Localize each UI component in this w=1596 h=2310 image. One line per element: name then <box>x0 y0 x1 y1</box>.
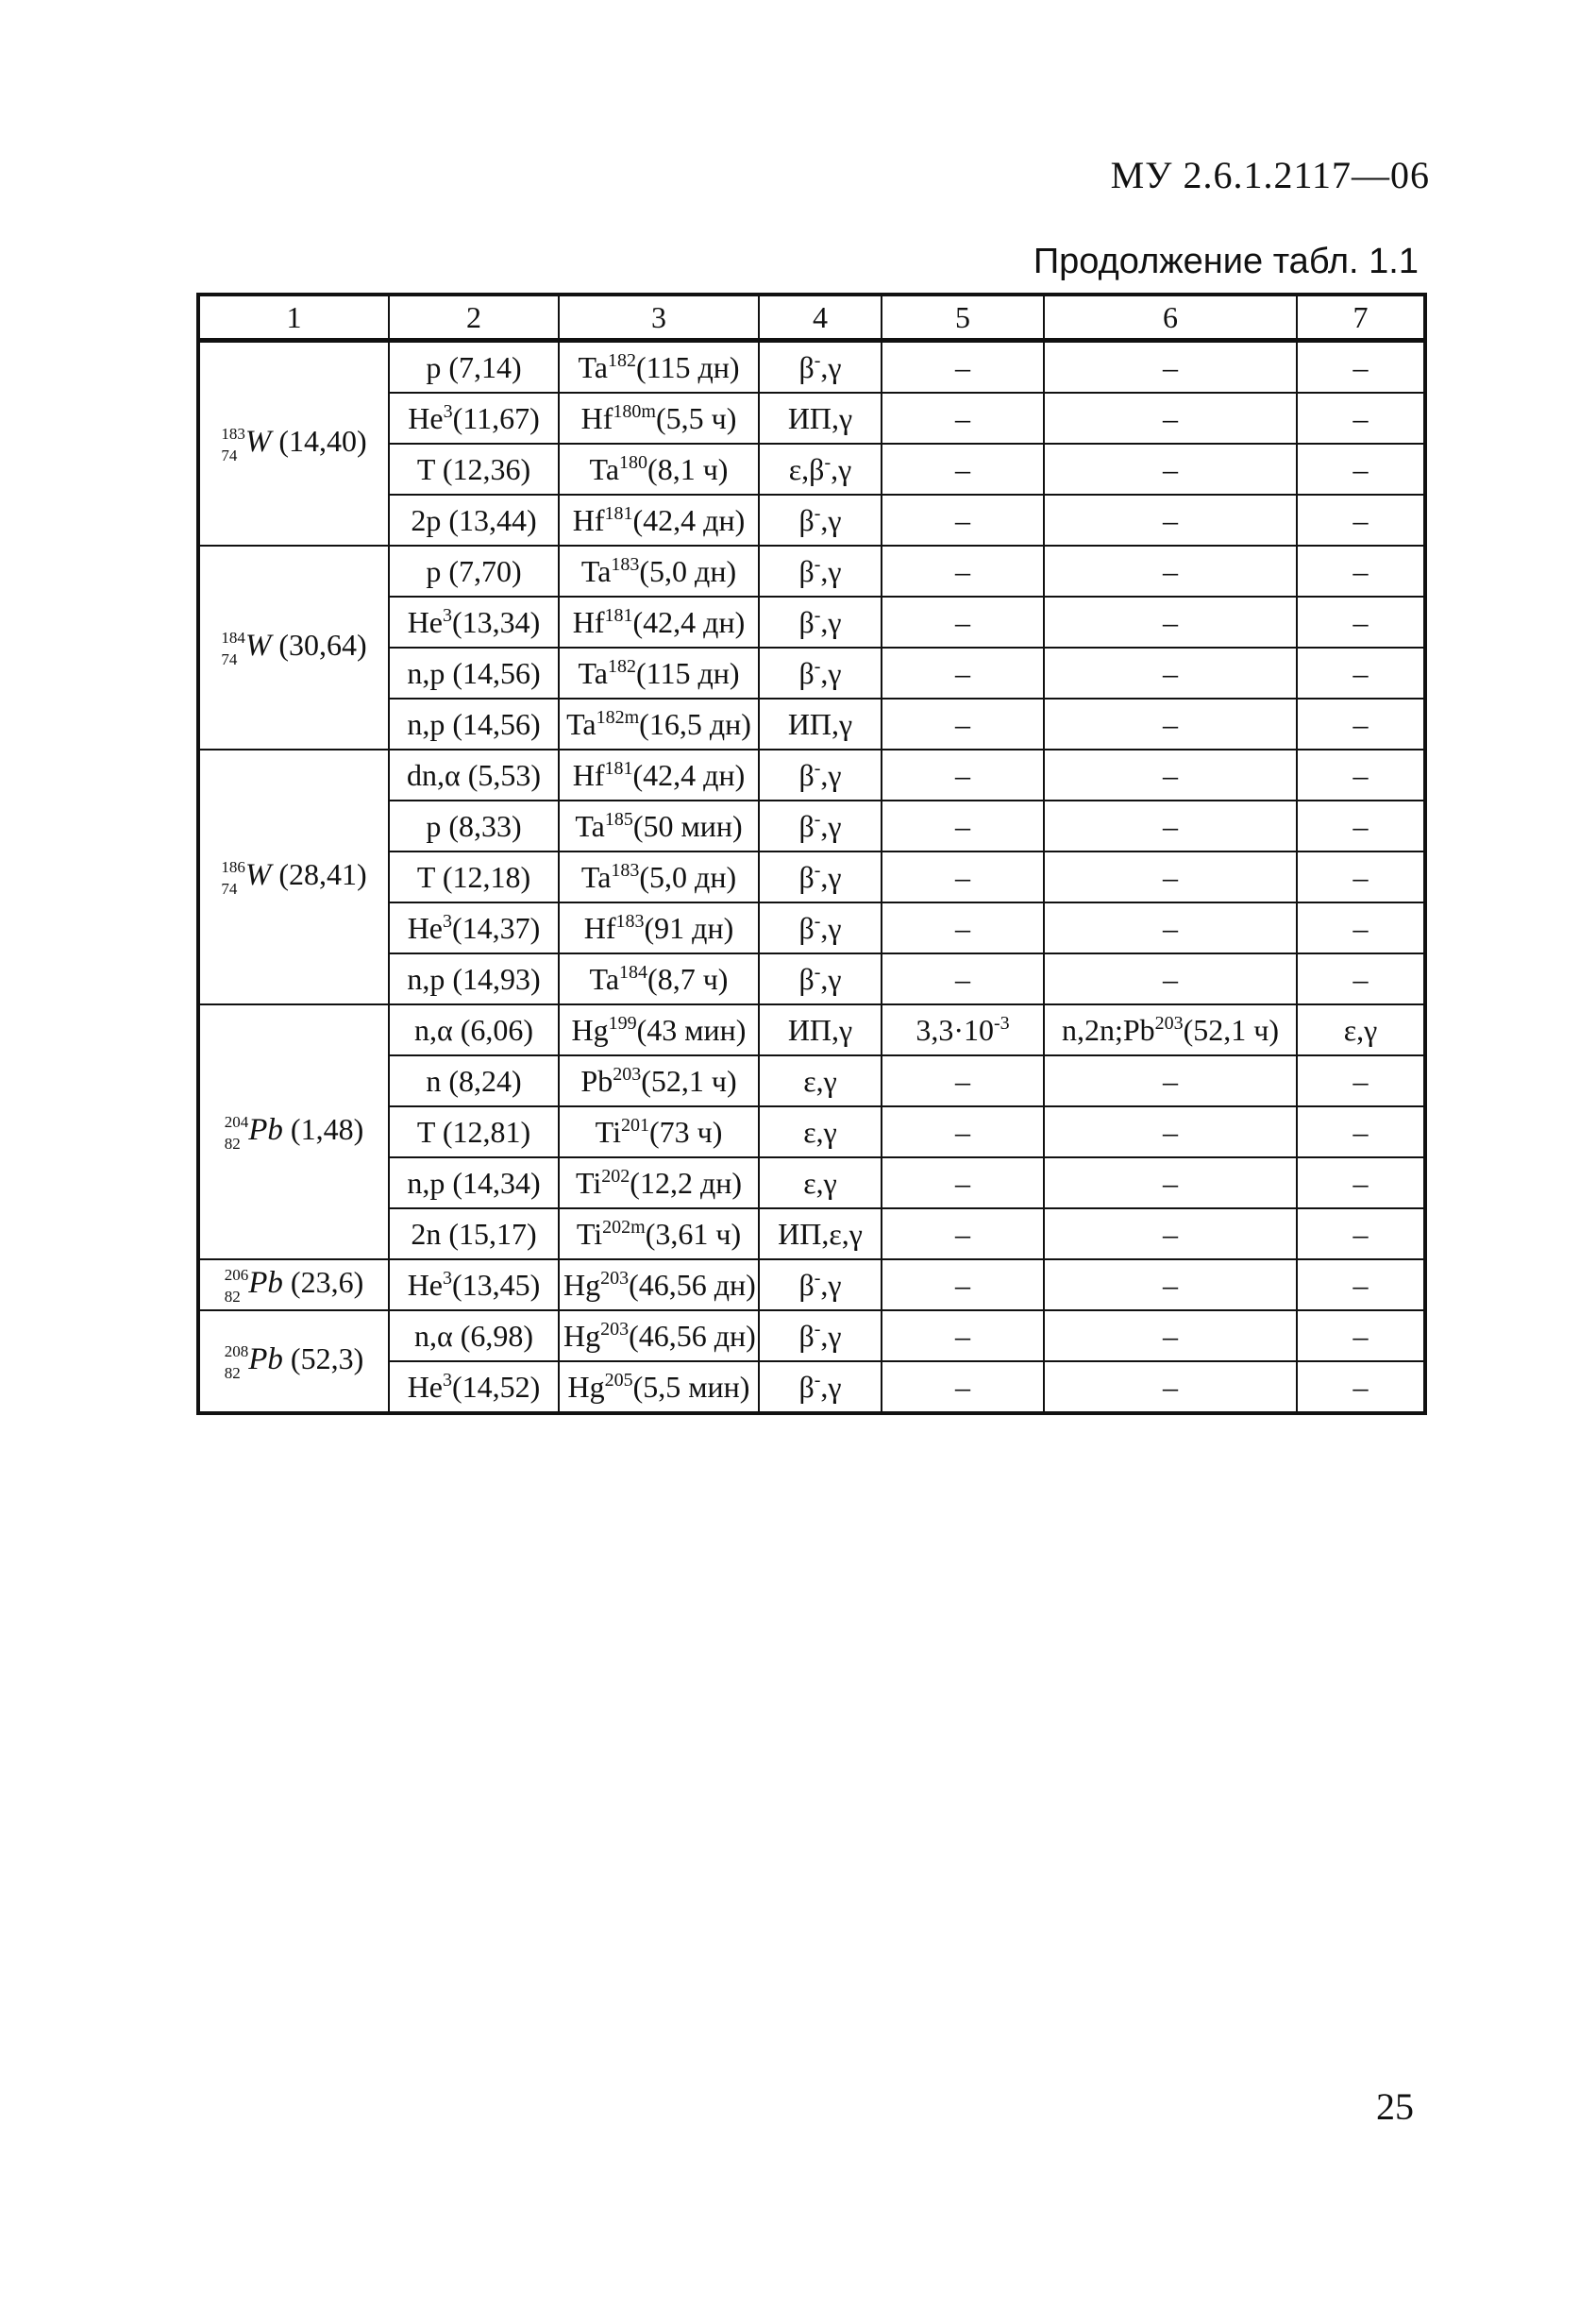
column5-cell: – <box>882 1157 1044 1208</box>
reaction-cell: He$^3$(11,67) <box>389 393 559 444</box>
column7-cell: – <box>1297 1310 1425 1361</box>
reaction-cell: He$^3$(13,45) <box>389 1259 559 1310</box>
column5-cell: – <box>882 750 1044 801</box>
column7-cell: – <box>1297 851 1425 902</box>
product-cell: Hf$^{181}$(42,4 дн) <box>559 495 759 546</box>
table-row <box>198 1004 1425 1055</box>
column6-cell: – <box>1044 597 1297 648</box>
product-cell: Pb$^{203}$(52,1 ч) <box>559 1055 759 1106</box>
isotope-cell: 186 74 W (28,41) <box>198 750 389 1004</box>
table-continuation-label: Продолжение табл. 1.1 <box>1033 242 1419 281</box>
reaction-cell: n,p (14,56) <box>389 699 559 750</box>
column5-cell: – <box>882 648 1044 699</box>
reaction-cell: n,α (6,06) <box>389 1004 559 1055</box>
decay-type-cell: β-,γ <box>759 648 882 699</box>
decay-type-cell: ИП,ε,γ <box>759 1208 882 1259</box>
table-body <box>198 341 1425 1414</box>
column5-cell: – <box>882 1055 1044 1106</box>
decay-type-cell: β-,γ <box>759 902 882 953</box>
column5-cell: – <box>882 953 1044 1004</box>
column7-cell: – <box>1297 546 1425 597</box>
column6-cell: – <box>1044 902 1297 953</box>
reaction-cell: dn,α (5,53) <box>389 750 559 801</box>
column-header: 2 <box>389 295 559 341</box>
product-cell: Ti$^{202}$(12,2 дн) <box>559 1157 759 1208</box>
isotope-reaction-table <box>196 293 1427 1415</box>
column5-cell: – <box>882 1259 1044 1310</box>
isotope-cell: 204 82 Pb (1,48) <box>198 1004 389 1259</box>
decay-type-cell: ИП,γ <box>759 393 882 444</box>
column-header: 7 <box>1297 295 1425 341</box>
product-cell: Ti$^{201}$(73 ч) <box>559 1106 759 1157</box>
product-cell: Hg$^{203}$(46,56 дн) <box>559 1310 759 1361</box>
column7-cell: – <box>1297 341 1425 394</box>
reaction-cell: p (7,14) <box>389 341 559 394</box>
decay-type-cell: β-,γ <box>759 597 882 648</box>
column5-cell: – <box>882 597 1044 648</box>
column6-cell: – <box>1044 444 1297 495</box>
column7-cell: – <box>1297 597 1425 648</box>
column7-cell: – <box>1297 699 1425 750</box>
reaction-cell: 2n (15,17) <box>389 1208 559 1259</box>
decay-type-cell: ε,γ <box>759 1055 882 1106</box>
product-cell: Ta$^{182}$(115 дн) <box>559 341 759 394</box>
column7-cell: – <box>1297 1361 1425 1413</box>
product-cell: Hf$^{181}$(42,4 дн) <box>559 750 759 801</box>
reaction-cell: 2p (13,44) <box>389 495 559 546</box>
decay-type-cell: β-,γ <box>759 750 882 801</box>
column7-cell: – <box>1297 1055 1425 1106</box>
column5-cell: – <box>882 902 1044 953</box>
column5-cell: – <box>882 1208 1044 1259</box>
table-row <box>198 750 1425 801</box>
column5-cell: – <box>882 341 1044 394</box>
column7-cell: – <box>1297 750 1425 801</box>
decay-type-cell: β-,γ <box>759 953 882 1004</box>
reaction-cell: He$^3$(14,37) <box>389 902 559 953</box>
product-cell: Hf$^{181}$(42,4 дн) <box>559 597 759 648</box>
reaction-cell: n (8,24) <box>389 1055 559 1106</box>
column5-cell: – <box>882 699 1044 750</box>
product-cell: Hg$^{199}$(43 мин) <box>559 1004 759 1055</box>
column6-cell: – <box>1044 1259 1297 1310</box>
decay-type-cell: β-,γ <box>759 1259 882 1310</box>
table-row <box>198 546 1425 597</box>
document-code: МУ 2.6.1.2117—06 <box>1110 154 1430 196</box>
product-cell: Ta$^{185}$(50 мин) <box>559 801 759 851</box>
column6-cell: – <box>1044 750 1297 801</box>
column6-cell: – <box>1044 1310 1297 1361</box>
reaction-cell: p (8,33) <box>389 801 559 851</box>
reaction-cell: T (12,36) <box>389 444 559 495</box>
decay-type-cell: ε,γ <box>759 1157 882 1208</box>
column6-cell: – <box>1044 495 1297 546</box>
column6-cell: – <box>1044 1361 1297 1413</box>
reaction-cell: n,p (14,34) <box>389 1157 559 1208</box>
column5-cell: – <box>882 851 1044 902</box>
product-cell: Ta$^{183}$(5,0 дн) <box>559 851 759 902</box>
column6-cell: – <box>1044 1106 1297 1157</box>
column7-cell: – <box>1297 393 1425 444</box>
product-cell: Ta$^{182}$(115 дн) <box>559 648 759 699</box>
column5-cell: – <box>882 1106 1044 1157</box>
decay-type-cell: ИП,γ <box>759 1004 882 1055</box>
column5-cell: – <box>882 393 1044 444</box>
column7-cell: – <box>1297 1259 1425 1310</box>
product-cell: Ta$^{183}$(5,0 дн) <box>559 546 759 597</box>
product-cell: Ta$^{184}$(8,7 ч) <box>559 953 759 1004</box>
isotope-cell: 206 82 Pb (23,6) <box>198 1259 389 1310</box>
column5-cell: – <box>882 444 1044 495</box>
column7-cell: – <box>1297 902 1425 953</box>
table-row <box>198 1259 1425 1310</box>
column7-cell: – <box>1297 648 1425 699</box>
reaction-cell: He$^3$(14,52) <box>389 1361 559 1413</box>
isotope-cell: 184 74 W (30,64) <box>198 546 389 750</box>
column6-cell: – <box>1044 1157 1297 1208</box>
column6-cell: – <box>1044 1208 1297 1259</box>
decay-type-cell: β-,γ <box>759 341 882 394</box>
product-cell: $Ti^{202m}(3,61$ ч) <box>559 1208 759 1259</box>
column7-cell: – <box>1297 953 1425 1004</box>
column7-cell: – <box>1297 444 1425 495</box>
reaction-cell: n,p (14,93) <box>389 953 559 1004</box>
isotope-cell: 183 74 W (14,40) <box>198 341 389 547</box>
column7-cell: ε,γ <box>1297 1004 1425 1055</box>
decay-type-cell: β-,γ <box>759 1361 882 1413</box>
column7-cell: – <box>1297 1157 1425 1208</box>
table-header-row <box>198 295 1425 341</box>
column7-cell: – <box>1297 801 1425 851</box>
table-row <box>198 1310 1425 1361</box>
decay-type-cell: β-,γ <box>759 495 882 546</box>
column5-cell: $3,3\cdot 10^{-3}$ <box>882 1004 1044 1055</box>
column6-cell: – <box>1044 648 1297 699</box>
column5-cell: – <box>882 1310 1044 1361</box>
product-cell: $Ta^{182m}(16,5$ дн) <box>559 699 759 750</box>
column7-cell: – <box>1297 1106 1425 1157</box>
reaction-cell: n,α (6,98) <box>389 1310 559 1361</box>
column7-cell: – <box>1297 1208 1425 1259</box>
column6-cell: – <box>1044 341 1297 394</box>
column6-cell: – <box>1044 953 1297 1004</box>
decay-type-cell: ε,γ <box>759 1106 882 1157</box>
page-number: 25 <box>1376 2085 1414 2128</box>
column5-cell: – <box>882 1361 1044 1413</box>
reaction-cell: p (7,70) <box>389 546 559 597</box>
decay-type-cell: β-,γ <box>759 546 882 597</box>
column6-cell: – <box>1044 699 1297 750</box>
table-row <box>198 341 1425 394</box>
column6-cell: – <box>1044 393 1297 444</box>
column6-cell: – <box>1044 801 1297 851</box>
column6-cell: – <box>1044 851 1297 902</box>
column-header: 5 <box>882 295 1044 341</box>
column-header: 6 <box>1044 295 1297 341</box>
reaction-cell: T (12,18) <box>389 851 559 902</box>
decay-type-cell: β-,γ <box>759 851 882 902</box>
product-cell: Hg$^{203}$(46,56 дн) <box>559 1259 759 1310</box>
product-cell: $Hf^{180m}(5,5$ ч) <box>559 393 759 444</box>
decay-type-cell: ε,β-,γ <box>759 444 882 495</box>
column6-cell: – <box>1044 546 1297 597</box>
column-header: 3 <box>559 295 759 341</box>
decay-type-cell: ИП,γ <box>759 699 882 750</box>
decay-type-cell: β-,γ <box>759 1310 882 1361</box>
column5-cell: – <box>882 546 1044 597</box>
product-cell: Ta$^{180}$(8,1 ч) <box>559 444 759 495</box>
column-header: 1 <box>198 295 389 341</box>
column5-cell: – <box>882 801 1044 851</box>
isotope-cell: 208 82 Pb (52,3) <box>198 1310 389 1413</box>
column6-cell: – <box>1044 1055 1297 1106</box>
reaction-cell: He$^3$(13,34) <box>389 597 559 648</box>
reaction-cell: n,p (14,56) <box>389 648 559 699</box>
product-cell: Hg$^{205}$(5,5 мин) <box>559 1361 759 1413</box>
product-cell: Hf$^{183}$(91 дн) <box>559 902 759 953</box>
column7-cell: – <box>1297 495 1425 546</box>
column5-cell: – <box>882 495 1044 546</box>
column-header: 4 <box>759 295 882 341</box>
reaction-cell: T (12,81) <box>389 1106 559 1157</box>
column6-cell: n,2n;Pb$^{203}$(52,1 ч) <box>1044 1004 1297 1055</box>
decay-type-cell: β-,γ <box>759 801 882 851</box>
